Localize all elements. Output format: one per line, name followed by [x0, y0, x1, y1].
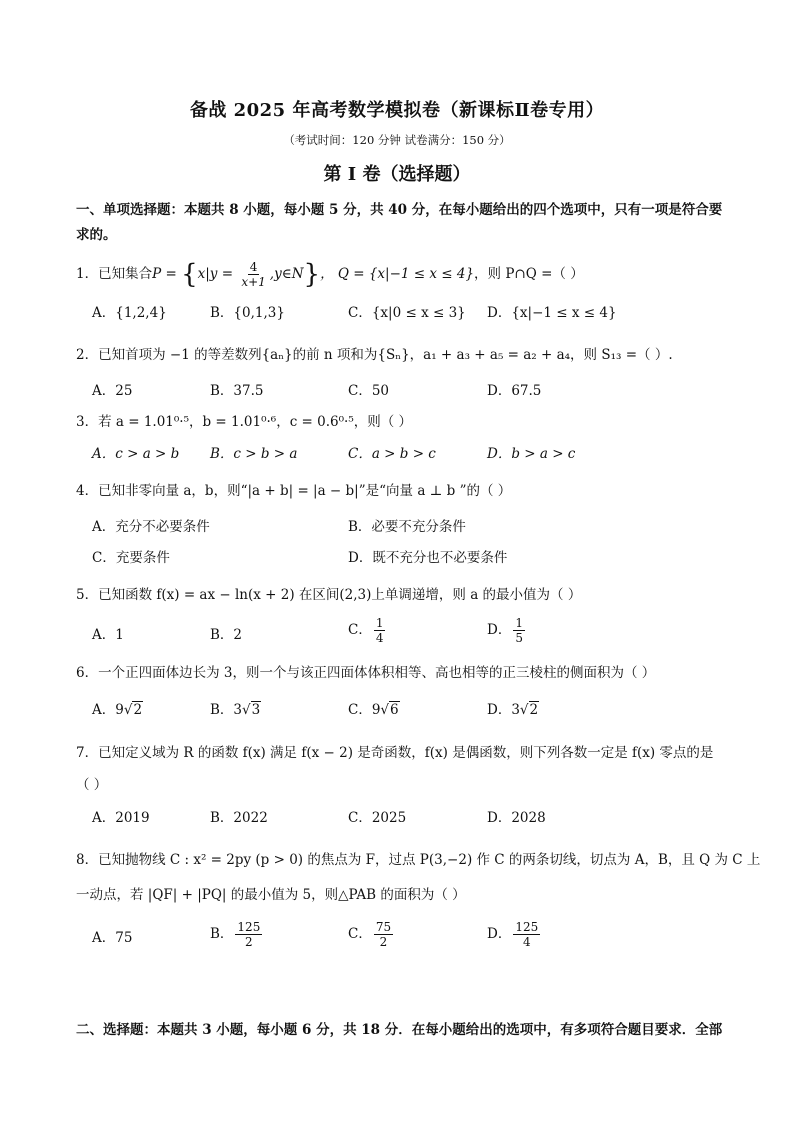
q2-option-d: D．67.5 — [487, 383, 542, 399]
q6-option-d: D．3√2 — [487, 702, 539, 718]
q2-option-c: C．50 — [348, 383, 390, 399]
q1-prefix: 1．已知集合 — [76, 266, 153, 282]
q4-option-b: B．必要不充分条件 — [348, 519, 466, 535]
q3-option-b: B．c > b > a — [210, 446, 298, 462]
question-7-line2: （ ） — [76, 777, 108, 793]
q5-option-b: B．2 — [210, 627, 243, 643]
q1-setP-inner: x|y = — [197, 266, 238, 282]
question-6: 6．一个正四面体边长为 3，则一个与该正四面体体积相等、高也相等的正三棱柱的侧面积为（ ） — [76, 665, 656, 681]
q7-option-c: C．2025 — [348, 810, 407, 826]
q5-option-c: C． $\frac{1}{4}$ — [348, 616, 384, 645]
q6-option-c: C．9√6 — [348, 702, 399, 718]
exam-subtitle: （考试时间：120 分钟 试卷满分：150 分） — [283, 133, 511, 147]
q1-setP-lhs: P = — [152, 266, 182, 282]
question-8-line2: 一动点，若 |QF| + |PQ| 的最小值为 5，则△PAB 的面积为（ ） — [76, 887, 466, 903]
q1-setQ: ， Q = {x|−1 ≤ x ≤ 4} — [320, 266, 475, 282]
question-1: 1．已知集合P = {x|y = $\frac{4}{x+1}$ ,y∈N}， Q = {x|−1 ≤ x ≤ 4}，则 P∩Q =（ ） — [76, 259, 584, 290]
q7-option-b: B．2022 — [210, 810, 268, 826]
question-2: 2．已知首项为 −1 的等差数列{aₙ}的前 n 项和为{Sₙ}，a₁ + a₃ + a₅ = a₂ + a₄，则 S₁₃ =（ ）. — [76, 347, 673, 363]
q1-option-d: D．{x|−1 ≤ x ≤ 4} — [487, 305, 617, 321]
q1-frac-num: 4 — [249, 260, 258, 274]
question-5: 5．已知函数 f(x) = ax − ln(x + 2) 在区间(2,3)上单调递增，则 a 的最小值为（ ） — [76, 587, 582, 603]
q8-option-c: C． $\frac{75}{2}$ — [348, 920, 392, 949]
question-4: 4．已知非零向量 a，b，则“|a + b| = |a − b|”是“向量 a ⊥ b ”的（ ） — [76, 483, 512, 499]
part1-instructions-line2: 求的。 — [76, 227, 117, 243]
q5-option-d: D． $\frac{1}{5}$ — [487, 616, 523, 645]
q7-option-d: D．2028 — [487, 810, 546, 826]
q2-option-b: B．37.5 — [210, 383, 264, 399]
q1-fraction — [239, 260, 267, 289]
q1-ask: ，则 P∩Q =（ ） — [474, 266, 584, 282]
q7-option-a: A．2019 — [92, 810, 150, 826]
q6-option-b: B．3√3 — [210, 702, 261, 718]
q1-setP-tail: ,y∈N — [269, 266, 304, 282]
part2-instructions-line1: 二、选择题：本题共 3 小题，每小题 6 分，共 18 分．在每小题给出的选项中，有多项符合题目要求．全部 — [76, 1022, 723, 1038]
q6-option-a: A．9√2 — [92, 702, 143, 718]
q5-option-a: A．1 — [92, 627, 124, 643]
q8-option-b: B． $\frac{125}{2}$ — [210, 920, 261, 949]
q3-option-a: A．c > a > b — [92, 446, 180, 462]
q1-option-b: B．{0,1,3} — [210, 305, 285, 321]
q4-option-d: D．既不充分也不必要条件 — [348, 550, 508, 566]
question-8-line1: 8．已知抛物线 C : x² = 2py (p > 0) 的焦点为 F，过点 P(3,−2) 作 C 的两条切线，切点为 A，B，且 Q 为 C 上 — [76, 852, 761, 868]
question-7-line1: 7．已知定义域为 R 的函数 f(x) 满足 f(x − 2) 是奇函数，f(x) 是偶函数，则下列各数一定是 f(x) 零点的是 — [76, 745, 714, 761]
q8-option-a: A．75 — [92, 930, 133, 946]
q3-option-d: D．b > a > c — [487, 446, 576, 462]
section-title: 第 I 卷（选择题） — [323, 164, 471, 185]
q3-option-c: C．a > b > c — [348, 446, 436, 462]
exam-title: 备战 2025 年高考数学模拟卷（新课标Ⅱ卷专用） — [189, 100, 605, 121]
q1-frac-den: x+1 — [241, 275, 266, 289]
q8-option-d: D． $\frac{125}{4}$ — [487, 920, 539, 949]
q4-option-a: A．充分不必要条件 — [92, 519, 210, 535]
part1-instructions-line1: 一、单项选择题：本题共 8 小题，每小题 5 分，共 40 分，在每小题给出的四个选项中，只有一项是符合要 — [76, 202, 723, 218]
q2-option-a: A．25 — [92, 383, 133, 399]
q4-option-c: C．充要条件 — [92, 550, 170, 566]
q1-option-a: A．{1,2,4} — [92, 305, 167, 321]
q1-option-c: C．{x|0 ≤ x ≤ 3} — [348, 305, 466, 321]
question-3: 3．若 a = 1.01⁰·⁵，b = 1.01⁰·⁶，c = 0.6⁰·⁵，则（ ） — [76, 414, 413, 430]
